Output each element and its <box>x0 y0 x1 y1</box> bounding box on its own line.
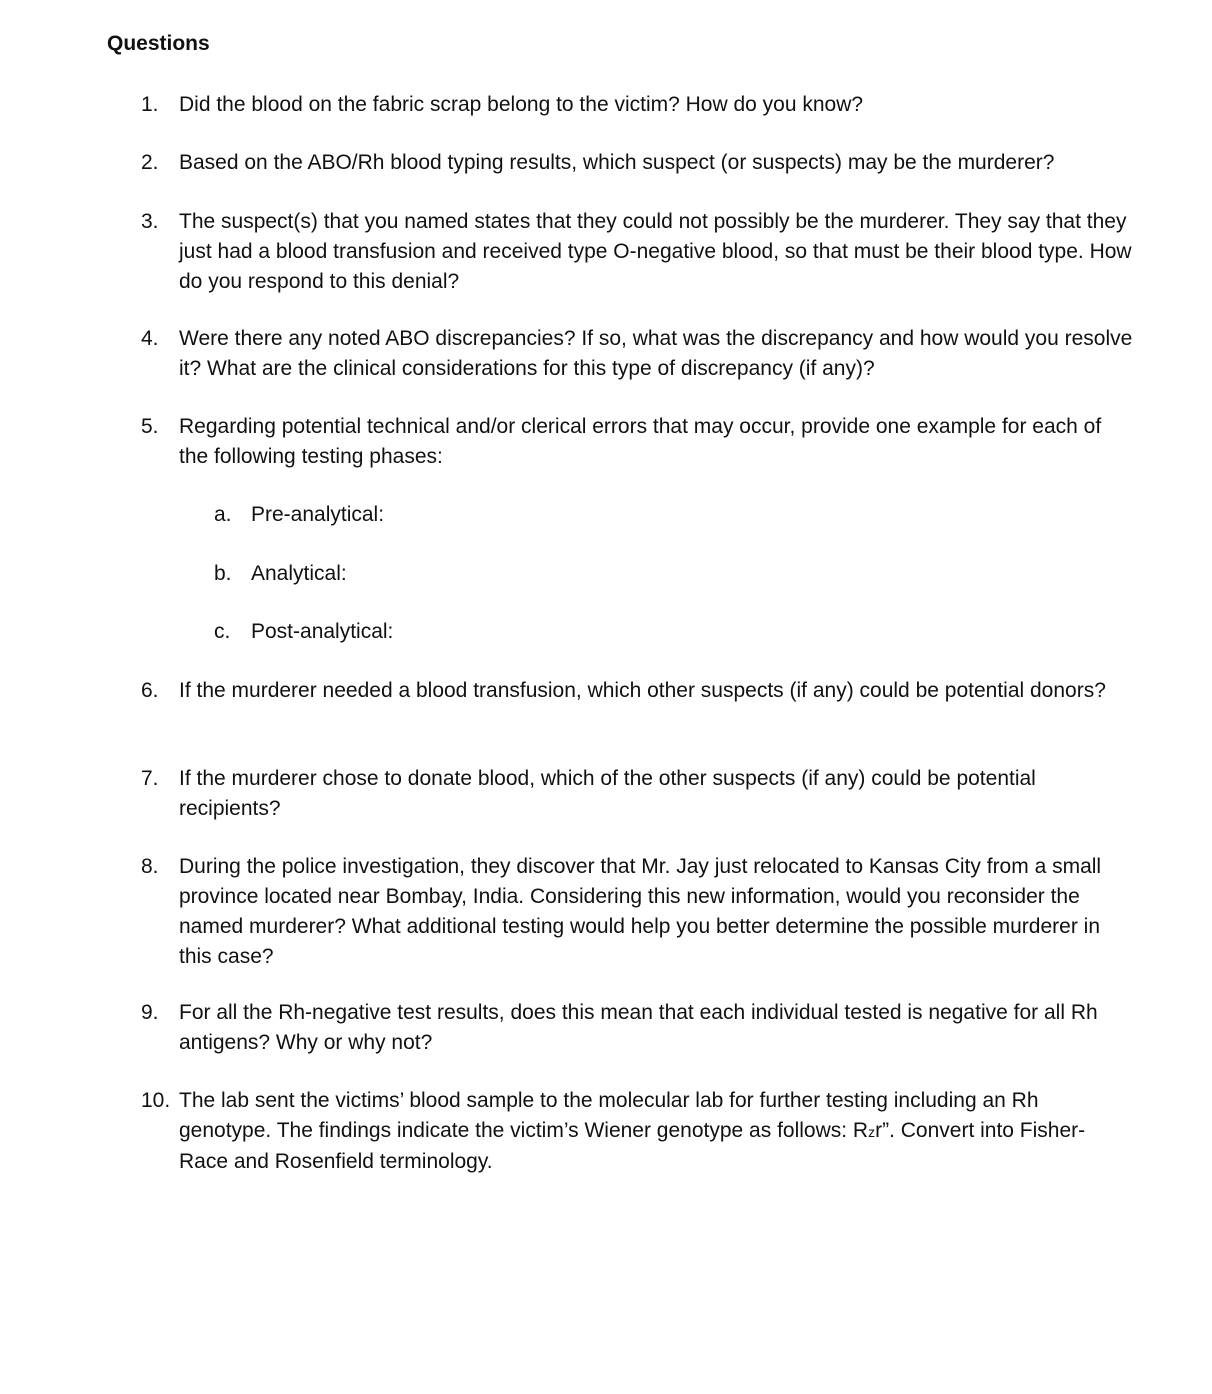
subitem-text: Analytical: <box>251 562 347 585</box>
question-text: Did the blood on the fabric scrap belong to the victim? How do you know? <box>179 93 864 116</box>
question-number: 7. <box>141 767 159 790</box>
question-number: 3. <box>141 210 159 233</box>
subitem-label: c. <box>214 620 231 643</box>
question-text <box>179 1086 1134 1177</box>
subitem-label: b. <box>214 562 232 585</box>
question-text: The suspect(s) that you named states that they could not possibly be the murderer. They say that they just had a blood transfusion and received type O-negative blood, so that must be their blood type. How do you respond to this denial? <box>179 210 1132 293</box>
question-text: Based on the ABO/Rh blood typing results, which suspect (or suspects) may be the murderer? <box>179 151 1055 174</box>
subitem-text: Post-analytical: <box>251 620 394 643</box>
question-number: 2. <box>141 151 159 174</box>
page-title: Questions <box>107 32 210 55</box>
question-text: Regarding potential technical and/or clerical errors that may occur, provide one example for each of the following testing phases: <box>179 415 1102 468</box>
question-text-part: The lab sent the victims’ blood sample to the molecular lab for further testing including an Rh genotype. The findings indicate the victim’s Wiener genotype as follows: R <box>179 1089 1039 1142</box>
question-text: During the police investigation, they discover that Mr. Jay just relocated to Kansas City from a small province located near Bombay, India. Considering this new information, would you reconsider the named murderer? What additional testing would help you better determine the possible murderer in this case? <box>179 855 1102 968</box>
genotype-subscript: z <box>868 1124 876 1140</box>
question-text: If the murderer needed a blood transfusion, which other suspects (if any) could be potential donors? <box>179 679 1106 702</box>
question-text-part: r”. Convert into Fisher-Race and Rosenfield terminology. <box>179 1119 1086 1173</box>
question-text: For all the Rh-negative test results, does this mean that each individual tested is negative for all Rh antigens? Why or why not? <box>179 1001 1098 1054</box>
question-text: If the murderer chose to donate blood, which of the other suspects (if any) could be potential recipients? <box>179 767 1036 820</box>
question-number: 10. <box>141 1089 171 1112</box>
subitem-text: Pre-analytical: <box>251 503 385 526</box>
question-number: 1. <box>141 93 159 116</box>
question-number: 9. <box>141 1001 159 1024</box>
question-number: 4. <box>141 327 159 350</box>
question-number: 5. <box>141 415 159 438</box>
subitem-label: a. <box>214 503 232 526</box>
question-number: 8. <box>141 855 159 878</box>
question-text: Were there any noted ABO discrepancies? If so, what was the discrepancy and how would you resolve it? What are the clinical considerations for this type of discrepancy (if any)? <box>179 327 1133 380</box>
question-number: 6. <box>141 679 159 702</box>
